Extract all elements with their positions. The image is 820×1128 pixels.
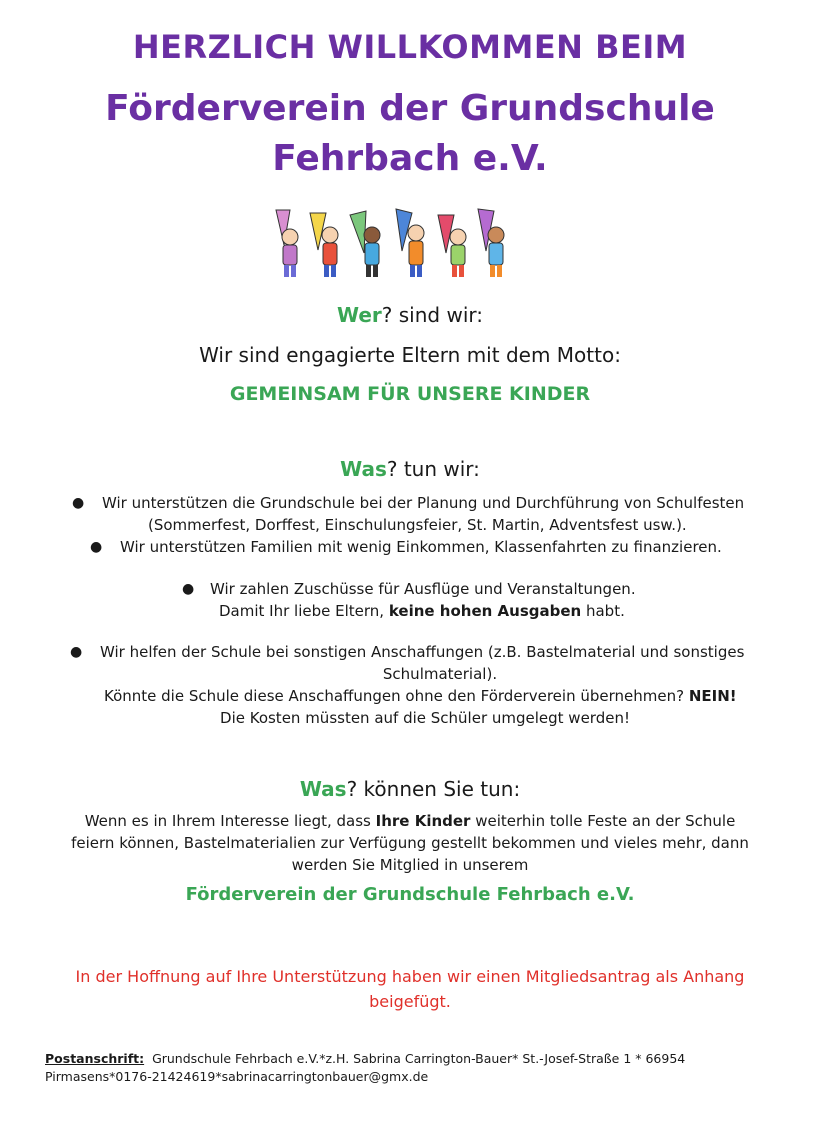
list-item: ● Wir unterstützen Familien mit wenig Einkommen, Klassenfahrten zu finanzieren. [90, 538, 722, 556]
who-question: Wer? sind wir: [337, 303, 483, 327]
motto: GEMEINSAM FÜR UNSERE KINDER [229, 383, 591, 405]
postal-address: Postanschrift: Grundschule Fehrbach e.V.*z.H. Sabrina Carrington-Bauer* St.-Josef-Straße 1 * 66954 Pirmasens*0176-21424619*sabrinacarringtonbauer@gmx.de [45, 1051, 686, 1084]
list-item: ● Wir unterstützen die Grundschule bei der Planung und Durchführung von Schulfesten (Sommerfest, Dorffest, Einschulungsfeier, St. Martin, Adventsfest usw.). [72, 494, 745, 534]
association-name: Förderverein der Grundschule Fehrbach e.V. [185, 884, 635, 905]
child-3-icon [350, 211, 380, 277]
child-6-icon [478, 209, 504, 277]
child-5-icon [438, 215, 466, 277]
child-2-icon [310, 213, 338, 277]
children-with-school-cones-illustration [268, 205, 508, 280]
child-1-icon [276, 210, 298, 277]
what-we-do-question: Was? tun wir: [340, 457, 480, 481]
membership-paragraph: Wenn es in Ihrem Interesse liegt, dass Ihre Kinder weiterhin tolle Feste an der Schule feiern können, Bastelmaterialien zur Verfügung gestellt bekommen und vieles mehr, dann werden Sie Mitglied in unserem [71, 812, 749, 874]
motto-intro: Wir sind engagierte Eltern mit dem Motto: [199, 343, 621, 367]
attachment-note: In der Hoffnung auf Ihre Unterstützung haben wir einen Mitgliedsantrag als Anhang beigefügt. [75, 967, 745, 1011]
child-4-icon [396, 209, 424, 277]
list-item: ● Wir zahlen Zuschüsse für Ausflüge und Veranstaltungen. Damit Ihr liebe Eltern, keine hohen Ausgaben habt. [182, 580, 636, 620]
list-item: ● Wir helfen der Schule bei sonstigen Anschaffungen (z.B. Bastelmaterial und sonstiges Schulmaterial). Könnte die Schule diese Anschaffungen ohne den Förderverein übernehmen? NEIN! Die Kosten müssten auf die Schüler umgelegt werden! [70, 643, 745, 727]
bullet-icon: ● [182, 581, 195, 597]
bullet-icon: ● [70, 644, 83, 660]
postal-address-label: Postanschrift: [45, 1051, 145, 1066]
association-title: Förderverein der Grundschule Fehrbach e.V. [105, 88, 715, 179]
welcome-heading: HERZLICH WILLKOMMEN BEIM [132, 28, 688, 66]
bullet-icon: ● [72, 495, 85, 511]
bullet-icon: ● [90, 539, 103, 555]
what-you-can-do-question: Was? können Sie tun: [299, 777, 521, 801]
